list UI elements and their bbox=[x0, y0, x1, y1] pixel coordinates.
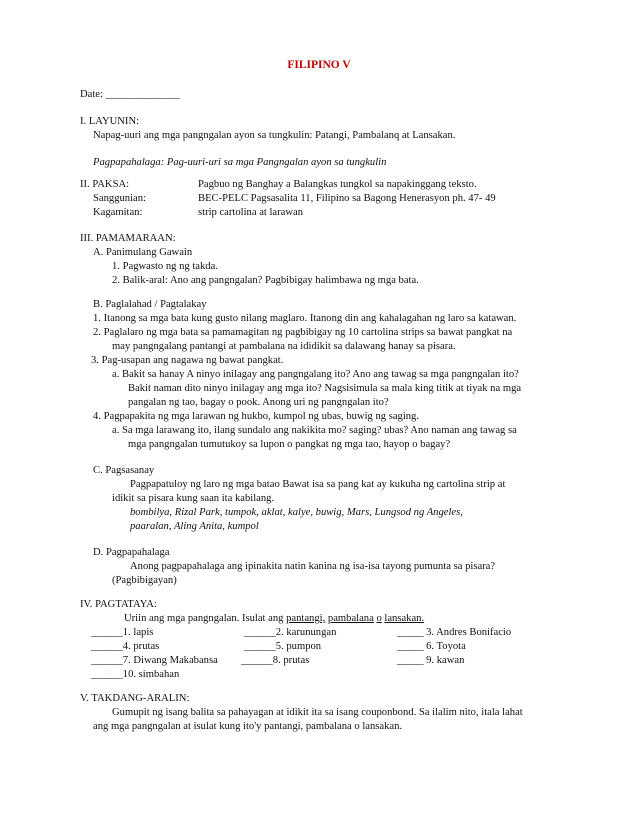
instruction-word-o: o bbox=[376, 613, 382, 624]
section-b-item-1: 1. Itanong sa mga bata kung gusto nilang maglaro. Itanong din ang kahalagahan ng laro sa katawan. bbox=[93, 313, 517, 324]
date-field: Date: ______________ bbox=[80, 89, 180, 100]
quiz-item-8: ______8. prutas bbox=[241, 655, 310, 666]
section-d-line-1: Anong pagpapahalaga ang ipinakita natin kanina ng isa-isa tayong pumunta sa pisara? bbox=[130, 561, 496, 572]
section-b-item-3a: a. Bakit sa hanay A ninyo inilagay ang pangngalang ito? Ano ang tawag sa mga pangngalan ito? bbox=[112, 369, 519, 380]
section-b-item-3a-cont-2: pangalan ng tao, bagay o pook. Anong uri ng pangngalan ito? bbox=[128, 397, 389, 408]
kagamitan-value: strip cartolina at larawan bbox=[198, 207, 304, 218]
paksa-heading: II. PAKSA: bbox=[80, 179, 130, 190]
document-title: FILIPINO V bbox=[287, 59, 351, 71]
sanggunian-value: BEC-PELC Pagsasalita 11, Filipino sa Bagong Henerasyon ph. 47- 49 bbox=[198, 193, 496, 204]
layunin-heading: I. LAYUNIN: bbox=[80, 116, 140, 127]
section-c-heading: C. Pagsasanay bbox=[93, 465, 155, 476]
quiz-item-4: ______4. prutas bbox=[91, 641, 160, 652]
section-d-line-2: (Pagbibigayan) bbox=[112, 575, 177, 586]
quiz-item-9: _____ 9. kawan bbox=[397, 655, 465, 666]
quiz-item-5: ______5. pumpon bbox=[244, 641, 322, 652]
sanggunian-label: Sanggunian: bbox=[93, 193, 146, 204]
section-b-item-3a-cont-1: Bakit naman dito ninyo inilagay ang mga ito? Nagsisimula sa mala king titik at tiyak na mga bbox=[128, 383, 522, 394]
quiz-item-1: ______1. lapis bbox=[91, 627, 154, 638]
section-a-item-1: 1. Pagwasto ng ng takda. bbox=[112, 261, 218, 272]
section-d-heading: D. Pagpapahalaga bbox=[93, 547, 170, 558]
section-a-item-2: 2. Balik-aral: Ano ang pangngalan? Pagbibigay halimbawa ng mga bata. bbox=[112, 275, 419, 286]
quiz-item-3: _____ 3. Andres Bonifacio bbox=[397, 627, 512, 638]
section-b-item-4: 4. Pagpapakita ng mga larawan ng hukbo, kumpol ng ubas, buwig ng saging. bbox=[93, 411, 420, 422]
section-c-words: bombilya, Rizal Park, tumpok, aklat, kalye, buwig, Mars, Lungsod ng Angeles, bbox=[130, 507, 463, 518]
instruction-text: Uriin ang mga pangngalan. Isulat ang bbox=[124, 613, 284, 624]
section-a-heading: A. Panimulang Gawain bbox=[93, 247, 193, 258]
quiz-item-7: ______7. Diwang Makabansa bbox=[91, 655, 218, 666]
quiz-item-10: ______10. simbahan bbox=[91, 669, 180, 680]
instruction-word-lansakan: lansakan. bbox=[384, 613, 425, 624]
quiz-item-2: ______2. karunungan bbox=[244, 627, 337, 638]
pagtataya-instruction bbox=[124, 612, 424, 625]
layunin-objective: Napag-uuri ang mga pangngalan ayon sa tungkulin: Patangi, Pambalanq at Lansakan. bbox=[93, 130, 456, 141]
layunin-pagpapahalaga: Pagpapahalaga: Pag-uuri-uri sa mga Pangngalan ayon sa tungkulin bbox=[93, 157, 387, 168]
section-b-item-4a-cont: mga pangngalan tumutukoy sa lupon o pangkat ng mga tao, hayop o bagay? bbox=[128, 439, 451, 450]
kagamitan-label: Kagamitan: bbox=[93, 207, 143, 218]
section-b-item-2-cont: may pangngalang pantangi at pambalana na ididikit sa dalawang hanay sa pisara. bbox=[112, 341, 456, 352]
section-c-line-1: Pagpapatuloy ng laro ng mga batao Bawat isa sa pang kat ay kukuha ng cartolina strip at bbox=[130, 479, 506, 490]
section-b-item-2: 2. Paglalaro ng mga bata sa pamamagitan ng pagbibigay ng 10 cartolina strips sa bawat pangkat na bbox=[93, 327, 513, 338]
quiz-item-6: _____ 6. Toyota bbox=[397, 641, 466, 652]
takdang-aralin-line-2: ang mga pangngalan at isulat kung ito'y pantangi, pambalana o lansakan. bbox=[93, 721, 403, 732]
section-c-words-cont: paaralan, Aling Anita, kumpol bbox=[130, 521, 259, 532]
takdang-aralin-line-1: Gumupit ng isang balita sa pahayagan at idikit ita sa isang couponbond. Sa ilalim nito, itala lahat bbox=[112, 707, 523, 718]
section-b-item-4a: a. Sa mga larawang ito, ilang sundalo ang nakikita mo? saging? ubas? Ano naman ang tawag sa bbox=[112, 425, 517, 436]
pamamaraan-heading: III. PAMAMARAAN: bbox=[80, 233, 176, 244]
section-c-line-2: idikit sa pisara kung saan ita kabilang. bbox=[112, 493, 275, 504]
section-b-heading: B. Paglalahad / Pagtalakay bbox=[93, 299, 207, 310]
takdang-aralin-heading: V. TAKDANG-ARALIN: bbox=[80, 693, 190, 704]
section-b-item-3: 3. Pag-usapan ang nagawa ng bawat pangkat. bbox=[91, 355, 284, 366]
pagtataya-heading: IV. PAGTATAYA: bbox=[80, 599, 157, 610]
paksa-value: Pagbuo ng Banghay a Balangkas tungkol sa napakinggang teksto. bbox=[198, 179, 477, 190]
instruction-word-pambalana: pambalana bbox=[327, 613, 374, 624]
instruction-word-pantangi: pantangi, bbox=[286, 613, 326, 624]
